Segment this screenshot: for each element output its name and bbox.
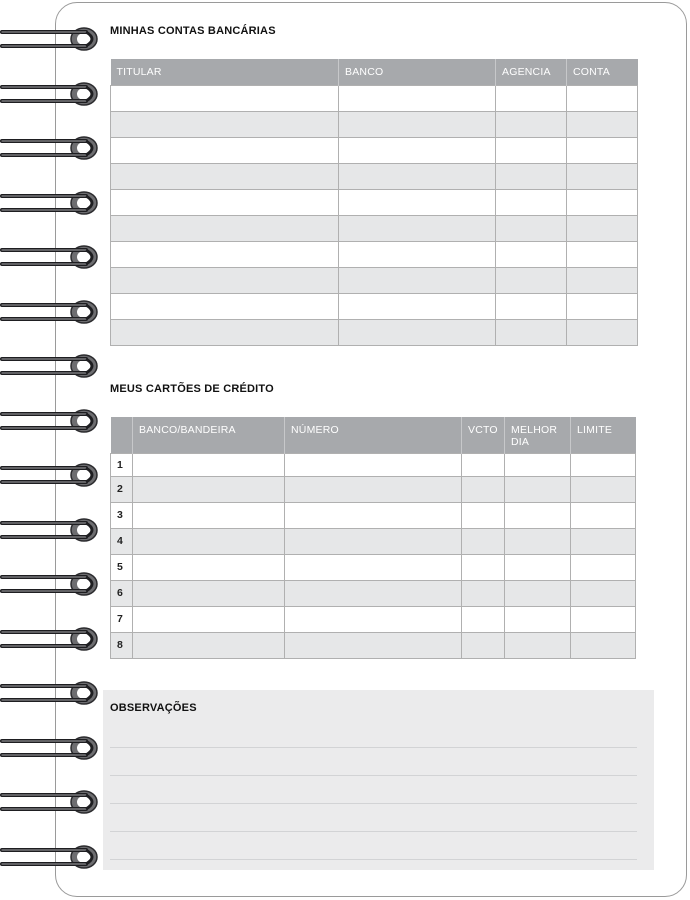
bank-accounts-table xyxy=(110,59,638,346)
account-cell-banco[interactable] xyxy=(339,241,496,267)
spiral-ring-icon xyxy=(0,77,102,111)
card-cell-melhor-dia[interactable] xyxy=(505,580,571,606)
spiral-ring-icon xyxy=(0,785,102,819)
card-cell-banco-bandeira[interactable] xyxy=(133,502,285,528)
card-cell-melhor-dia[interactable] xyxy=(505,632,571,658)
account-row xyxy=(111,111,638,137)
account-cell-banco[interactable] xyxy=(339,137,496,163)
card-cell-melhor-dia[interactable] xyxy=(505,528,571,554)
account-cell-agencia[interactable] xyxy=(496,163,567,189)
account-cell-agencia[interactable] xyxy=(496,111,567,137)
spiral-ring-icon xyxy=(0,186,102,220)
account-cell-conta[interactable] xyxy=(567,111,638,137)
card-row-number: 8 xyxy=(111,632,133,658)
account-cell-titular[interactable] xyxy=(111,241,339,267)
account-cell-titular[interactable] xyxy=(111,163,339,189)
credit-cards-table xyxy=(110,417,636,659)
header-index xyxy=(111,417,133,453)
spiral-ring-icon xyxy=(0,567,102,601)
account-cell-conta[interactable] xyxy=(567,267,638,293)
header-limite: LIMITE xyxy=(571,417,636,453)
account-row xyxy=(111,189,638,215)
spiral-ring-icon xyxy=(0,240,102,274)
card-row-number: 7 xyxy=(111,606,133,632)
spiral-ring-icon xyxy=(0,622,102,656)
spiral-ring-icon xyxy=(0,513,102,547)
account-cell-titular[interactable] xyxy=(111,111,339,137)
header-titular: TITULAR xyxy=(111,59,339,85)
spiral-ring-icon xyxy=(0,458,102,492)
card-cell-limite[interactable] xyxy=(571,476,636,502)
account-cell-banco[interactable] xyxy=(339,215,496,241)
spiral-ring-icon xyxy=(0,22,102,56)
card-row xyxy=(111,528,636,554)
account-cell-conta[interactable] xyxy=(567,319,638,345)
card-cell-banco-bandeira[interactable] xyxy=(133,580,285,606)
account-cell-banco[interactable] xyxy=(339,293,496,319)
card-cell-limite[interactable] xyxy=(571,502,636,528)
card-cell-limite[interactable] xyxy=(571,554,636,580)
notes-title: OBSERVAÇÕES xyxy=(110,702,197,714)
card-cell-limite[interactable] xyxy=(571,606,636,632)
header-melhor-dia: MELHOR DIA xyxy=(505,417,571,453)
notes-line[interactable] xyxy=(110,747,637,748)
account-cell-titular[interactable] xyxy=(111,319,339,345)
card-cell-banco-bandeira[interactable] xyxy=(133,453,285,476)
account-cell-titular[interactable] xyxy=(111,85,339,111)
card-row xyxy=(111,453,636,476)
card-row xyxy=(111,502,636,528)
card-cell-vcto[interactable] xyxy=(462,580,505,606)
spiral-ring-icon xyxy=(0,349,102,383)
account-cell-conta[interactable] xyxy=(567,163,638,189)
account-cell-agencia[interactable] xyxy=(496,85,567,111)
card-row-number: 6 xyxy=(111,580,133,606)
account-cell-banco[interactable] xyxy=(339,163,496,189)
notes-line[interactable] xyxy=(110,831,637,832)
account-cell-banco[interactable] xyxy=(339,111,496,137)
card-row xyxy=(111,606,636,632)
card-cell-vcto[interactable] xyxy=(462,476,505,502)
account-cell-titular[interactable] xyxy=(111,189,339,215)
account-cell-agencia[interactable] xyxy=(496,293,567,319)
card-cell-vcto[interactable] xyxy=(462,528,505,554)
account-cell-banco[interactable] xyxy=(339,85,496,111)
card-cell-numero[interactable] xyxy=(285,453,462,476)
account-cell-titular[interactable] xyxy=(111,137,339,163)
card-cell-vcto[interactable] xyxy=(462,554,505,580)
account-cell-conta[interactable] xyxy=(567,215,638,241)
account-row xyxy=(111,293,638,319)
header-agencia: AGENCIA xyxy=(496,59,567,85)
account-cell-banco[interactable] xyxy=(339,189,496,215)
card-cell-banco-bandeira[interactable] xyxy=(133,606,285,632)
card-cell-melhor-dia[interactable] xyxy=(505,554,571,580)
card-row xyxy=(111,580,636,606)
account-cell-conta[interactable] xyxy=(567,293,638,319)
spiral-ring-icon xyxy=(0,131,102,165)
account-cell-conta[interactable] xyxy=(567,241,638,267)
account-cell-agencia[interactable] xyxy=(496,267,567,293)
card-cell-numero[interactable] xyxy=(285,476,462,502)
card-cell-banco-bandeira[interactable] xyxy=(133,528,285,554)
account-cell-agencia[interactable] xyxy=(496,319,567,345)
card-cell-limite[interactable] xyxy=(571,453,636,476)
account-row xyxy=(111,85,638,111)
spiral-ring-icon xyxy=(0,840,102,874)
card-row-number: 5 xyxy=(111,554,133,580)
account-cell-titular[interactable] xyxy=(111,293,339,319)
card-cell-melhor-dia[interactable] xyxy=(505,502,571,528)
card-cell-numero[interactable] xyxy=(285,554,462,580)
spiral-ring-icon xyxy=(0,676,102,710)
card-cell-numero[interactable] xyxy=(285,580,462,606)
account-cell-agencia[interactable] xyxy=(496,137,567,163)
card-row xyxy=(111,632,636,658)
card-row-number: 2 xyxy=(111,476,133,502)
account-row xyxy=(111,267,638,293)
card-row xyxy=(111,476,636,502)
card-cell-numero[interactable] xyxy=(285,502,462,528)
account-cell-conta[interactable] xyxy=(567,137,638,163)
account-cell-agencia[interactable] xyxy=(496,241,567,267)
account-row xyxy=(111,319,638,345)
card-cell-vcto[interactable] xyxy=(462,606,505,632)
header-conta: CONTA xyxy=(567,59,638,85)
card-cell-banco-bandeira[interactable] xyxy=(133,554,285,580)
account-cell-agencia[interactable] xyxy=(496,189,567,215)
account-cell-banco[interactable] xyxy=(339,319,496,345)
card-cell-numero[interactable] xyxy=(285,632,462,658)
card-row-number: 3 xyxy=(111,502,133,528)
card-cell-melhor-dia[interactable] xyxy=(505,453,571,476)
header-banco: BANCO xyxy=(339,59,496,85)
card-cell-limite[interactable] xyxy=(571,632,636,658)
account-cell-titular[interactable] xyxy=(111,267,339,293)
header-banco-bandeira: BANCO/BANDEIRA xyxy=(133,417,285,453)
account-row xyxy=(111,137,638,163)
card-cell-numero[interactable] xyxy=(285,528,462,554)
card-cell-melhor-dia[interactable] xyxy=(505,606,571,632)
card-cell-vcto[interactable] xyxy=(462,632,505,658)
card-cell-banco-bandeira[interactable] xyxy=(133,476,285,502)
notes-line[interactable] xyxy=(110,775,637,776)
card-cell-vcto[interactable] xyxy=(462,453,505,476)
spiral-ring-icon xyxy=(0,295,102,329)
cards-section-title: MEUS CARTÕES DE CRÉDITO xyxy=(110,383,274,395)
notes-line[interactable] xyxy=(110,803,637,804)
account-cell-agencia[interactable] xyxy=(496,215,567,241)
spiral-ring-icon xyxy=(0,731,102,765)
notes-box xyxy=(103,690,654,870)
account-row xyxy=(111,163,638,189)
account-cell-banco[interactable] xyxy=(339,267,496,293)
card-cell-banco-bandeira[interactable] xyxy=(133,632,285,658)
card-cell-melhor-dia[interactable] xyxy=(505,476,571,502)
card-cell-limite[interactable] xyxy=(571,580,636,606)
card-cell-vcto[interactable] xyxy=(462,502,505,528)
card-cell-limite[interactable] xyxy=(571,528,636,554)
account-cell-titular[interactable] xyxy=(111,215,339,241)
card-row-number: 4 xyxy=(111,528,133,554)
header-vcto: VCTO xyxy=(462,417,505,453)
accounts-section-title: MINHAS CONTAS BANCÁRIAS xyxy=(110,25,276,37)
account-cell-conta[interactable] xyxy=(567,85,638,111)
card-row-number: 1 xyxy=(111,453,133,476)
card-cell-numero[interactable] xyxy=(285,606,462,632)
account-cell-conta[interactable] xyxy=(567,189,638,215)
account-row xyxy=(111,215,638,241)
header-numero: NÚMERO xyxy=(285,417,462,453)
card-row xyxy=(111,554,636,580)
notes-line[interactable] xyxy=(110,859,637,860)
account-row xyxy=(111,241,638,267)
spiral-ring-icon xyxy=(0,404,102,438)
